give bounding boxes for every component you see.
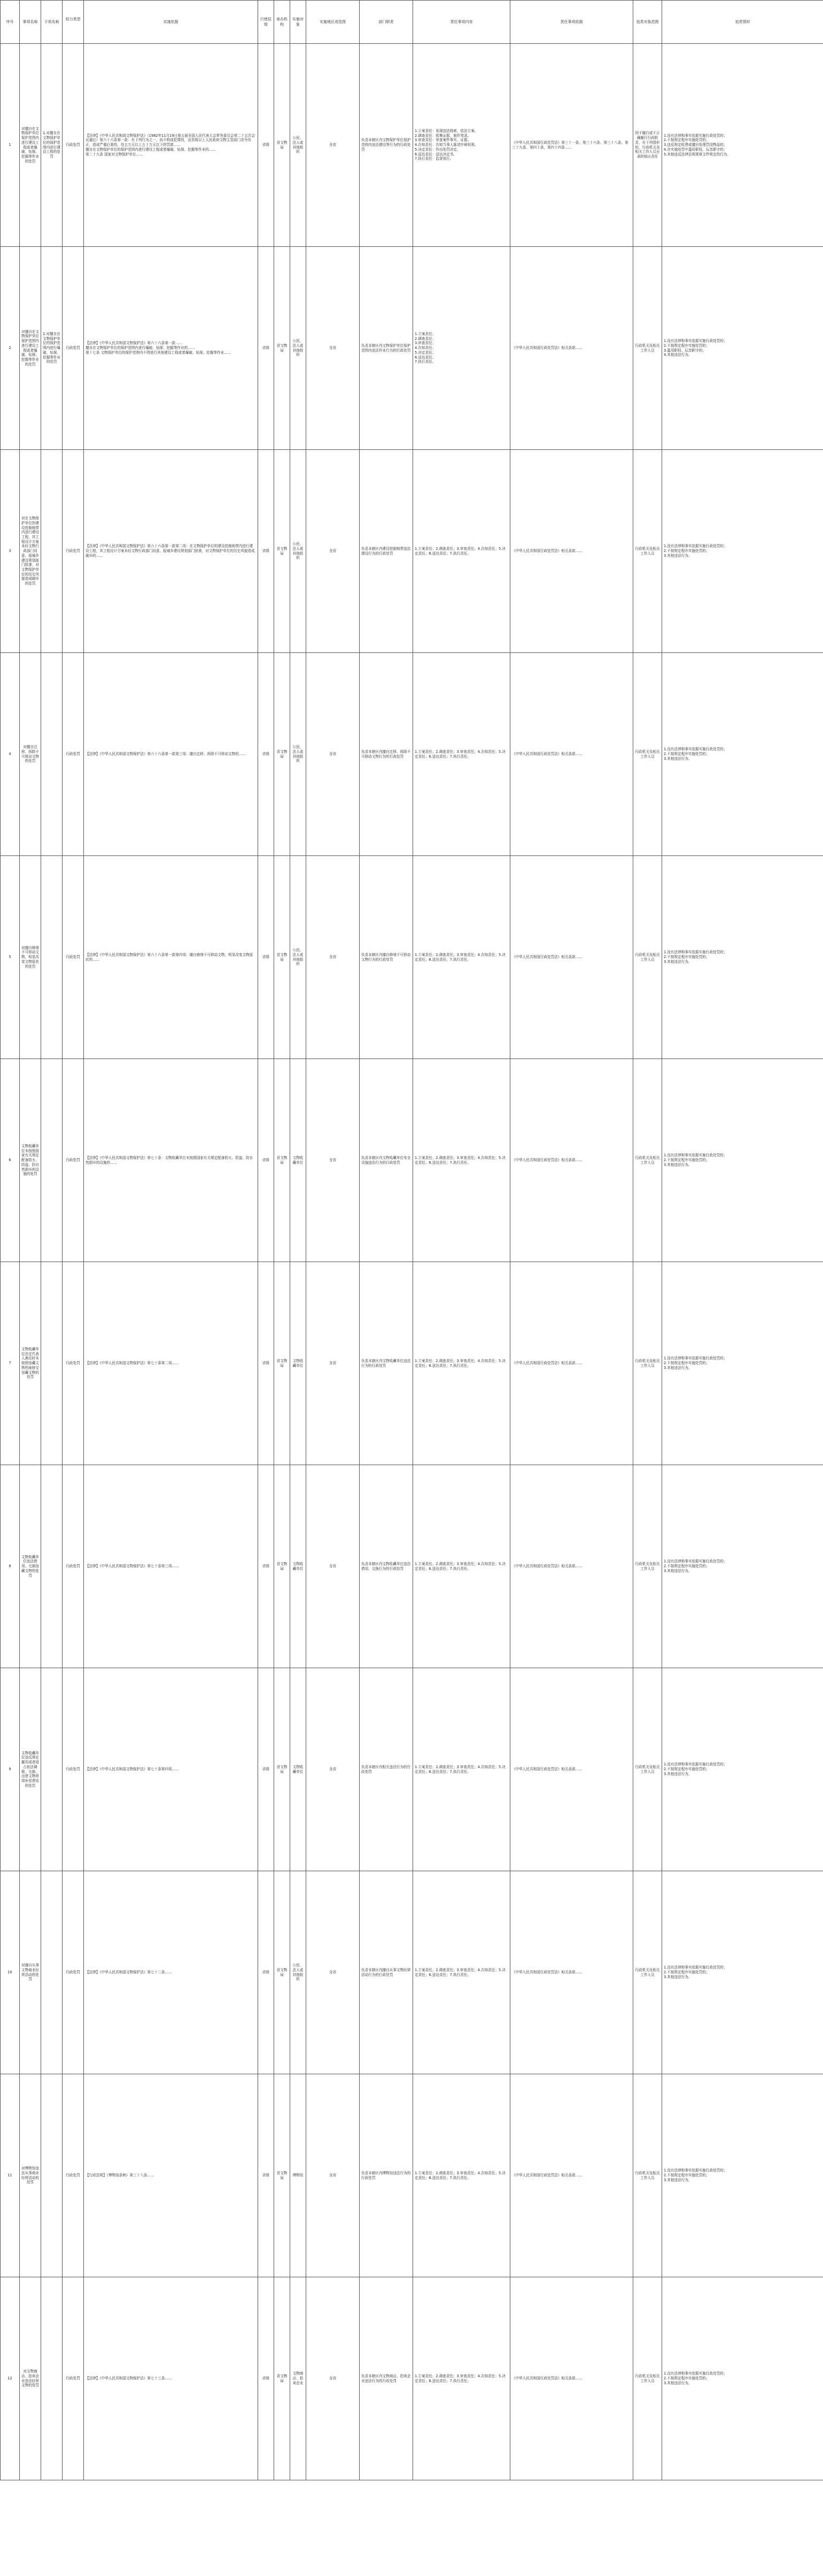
cell-scope: 全省 [306, 856, 360, 1059]
cell-scope: 全省 [306, 1871, 360, 2074]
cell-cases: 1.没有法律和事实依据实施行政处罚的； 2.不按规定程序实施处罚的； 3.其他违法行为。 [662, 653, 823, 856]
cell-duty: 负责本辖区内建设控制地带违法建设行为的行政处罚 [360, 450, 413, 653]
cell-content: 1.立案责任；2.调查责任；3.审查责任；4.告知责任；5.决定责任；6.送达责任；7.执行责任。 [413, 653, 510, 856]
cell-basis: 【法律】《中华人民共和国文物保护法》第七十条：文物收藏单位未按照国家有关规定配备防火、防盗、防自然损坏的设施的…… [84, 1059, 258, 1262]
cell-basis: 【法律】《中华人民共和国文物保护法》第七十二条…… [84, 1871, 258, 2074]
cell-org: 省文物局 [274, 247, 290, 450]
cell-basis: 【行政法规】《博物馆条例》第三十八条…… [84, 2074, 258, 2277]
cell-target: 行政机关及相关工作人员 [633, 1465, 662, 1668]
cell-content: 1.立案责任；2.调查责任；3.审查责任；4.告知责任；5.决定责任；6.送达责任；7.执行责任。 [413, 1465, 510, 1668]
cell-org: 省文物局 [274, 1465, 290, 1668]
col-header-basis: 实施依据 [84, 1, 258, 44]
table-body [1, 44, 823, 2480]
cell-ref: 《中华人民共和国行政处罚法》相关条款…… [510, 1059, 633, 1262]
table-row [1, 2277, 823, 2480]
table-row [1, 653, 823, 856]
cell-type: 行政处罚 [63, 2277, 84, 2480]
cell-name: 对擅自迁移、拆除不可移动文物的处罚 [20, 653, 41, 856]
cell-sub [41, 1668, 63, 1871]
cell-basis: 【法律】《中华人民共和国文物保护法》第六十六条第一款第四项：擅自修缮不可移动文物，明显改变文物原状的…… [84, 856, 258, 1059]
cell-object: 公民、法人或其他组织 [290, 856, 306, 1059]
cell-sub [41, 856, 63, 1059]
cell-sub [41, 1871, 63, 2074]
cell-duty: 负责本辖区内文物商店、拍卖企业违法行为的行政处罚 [360, 2277, 413, 2480]
cell-org: 省文物局 [274, 1262, 290, 1465]
cell-basis: 【法律】《中华人民共和国文物保护法》第七十条第四项…… [84, 1668, 258, 1871]
cell-object: 公民、法人或其他组织 [290, 1871, 306, 2074]
table-row [1, 44, 823, 247]
col-header-scope: 实施地区或范围 [306, 1, 360, 44]
cell-ref: 《中华人民共和国行政处罚法》相关条款…… [510, 450, 633, 653]
cell-name: 对文物商店、拍卖企业违法经营文物的处罚 [20, 2277, 41, 2480]
cell-scope: 全省 [306, 2277, 360, 2480]
table-row [1, 1262, 823, 1465]
cell-type: 行政处罚 [63, 450, 84, 653]
cell-target: 行政机关及相关工作人员 [633, 1059, 662, 1262]
col-header-type [63, 1, 84, 44]
cell-basis: 【法律】《中华人民共和国文物保护法》第七十条第三项…… [84, 1465, 258, 1668]
cell-target: 行政机关及相关工作人员 [633, 2277, 662, 2480]
cell-duty: 负责本辖区内文物保护单位保护范围内违法作业行为的行政处罚 [360, 247, 413, 450]
cell-sub [41, 1465, 63, 1668]
cell-org: 省文物局 [274, 44, 290, 247]
cell-level: 省级 [258, 450, 274, 653]
cell-cases: 1.没有法律和事实依据实施行政处罚的； 2.不按规定程序实施处罚的； 3.其他违法行为。 [662, 2277, 823, 2480]
cell-target: 行政机关及相关工作人员 [633, 653, 662, 856]
cell-scope: 全省 [306, 653, 360, 856]
cell-type: 行政处罚 [63, 1262, 84, 1465]
cell-scope: 全省 [306, 1262, 360, 1465]
cell-num: 3 [1, 450, 20, 653]
cell-content: 1.立案责任；2.调查责任；3.审查责任；4.告知责任；5.决定责任；6.送达责任；7.执行责任。 [413, 450, 510, 653]
table-row [1, 1465, 823, 1668]
cell-level: 省级 [258, 1871, 274, 2074]
cell-content: 1.立案责任；2.调查责任；3.审查责任；4.告知责任；5.决定责任；6.送达责任；7.执行责任。 [413, 2074, 510, 2277]
cell-org: 省文物局 [274, 1059, 290, 1262]
cell-content: 1.立案责任；2.调查责任；3.审查责任；4.告知责任；5.决定责任；6.送达责任；7.执行责任。 [413, 856, 510, 1059]
cell-ref: 《中华人民共和国行政处罚法》相关条款…… [510, 2074, 633, 2277]
cell-target: 行政机关及相关工作人员 [633, 450, 662, 653]
cell-content: 1.立案责任；2.调查责任；3.审查责任；4.告知责任；5.决定责任；6.送达责任；7.执行责任。 [413, 1871, 510, 2074]
cell-org: 省文物局 [274, 653, 290, 856]
cell-org: 省文物局 [274, 2074, 290, 2277]
cell-num: 2 [1, 247, 20, 450]
cell-ref: 《中华人民共和国行政处罚法》相关条款…… [510, 856, 633, 1059]
cell-duty: 负责本辖区内文物保护单位保护范围内违法建设等行为的行政处罚 [360, 44, 413, 247]
cell-object: 文物收藏单位 [290, 1059, 306, 1262]
cell-content: 1.立案责任；2.调查责任；3.审查责任；4.告知责任；5.决定责任；6.送达责任；7.执行责任。 [413, 1668, 510, 1871]
cell-duty: 负责本辖区内文物收藏单位安全设施违法行为的行政处罚 [360, 1059, 413, 1262]
cell-content: 1.立案责任；2.调查责任；3.审查责任；4.告知责任；5.决定责任；6.送达责任；7.执行责任。 [413, 1262, 510, 1465]
cell-duty: 负责本辖区内文物收藏单位违法借用、交换行为的行政处罚 [360, 1465, 413, 1668]
cell-content: 1.立案责任；2.调查责任；3.审查责任；4.告知责任；5.决定责任；6.送达责任；7.执行责任。 [413, 2277, 510, 2480]
cell-num: 6 [1, 1059, 20, 1262]
cell-name: 对擅自在文物保护单位保护范围内进行建设工程或者爆破、钻探、挖掘等作业的处罚 [20, 247, 41, 450]
cell-level: 省级 [258, 1059, 274, 1262]
cell-ref: 《中华人民共和国行政处罚法》相关条款…… [510, 653, 633, 856]
cell-scope: 全省 [306, 1465, 360, 1668]
cell-cases: 1.没有法律和事实依据实施行政处罚的； 2.不按规定程序实施处罚的； 3.滥用职权、玩忽职守的； 4.其他违法行为。 [662, 247, 823, 450]
cell-target: 行政机关及相关工作人员 [633, 247, 662, 450]
cell-target: 因不履行或不正确履行行政职责，有下列情形的，行政机关及相关工作人员应承担相应责任 [633, 44, 662, 247]
col-header-sub: 子项名称 [41, 1, 63, 44]
cell-duty: 负责本辖区内文物收藏单位违法行为的行政处罚 [360, 1262, 413, 1465]
table-row [1, 1871, 823, 2074]
cell-object: 文物收藏单位 [290, 1262, 306, 1465]
col-header-target: 追责对象范围 [633, 1, 662, 44]
header-row [1, 1, 823, 44]
cell-level: 省级 [258, 247, 274, 450]
cell-num: 10 [1, 1871, 20, 2074]
cell-level: 省级 [258, 44, 274, 247]
cell-duty: 负责本辖区内擅自从事文物经营活动行为的行政处罚 [360, 1871, 413, 2074]
cell-type: 行政处罚 [63, 1059, 84, 1262]
cell-num: 5 [1, 856, 20, 1059]
cell-basis: 【法律】《中华人民共和国文物保护法》第七十条第二项…… [84, 1262, 258, 1465]
col-header-level: 行使层级 [258, 1, 274, 44]
cell-name: 对擅自在文物保护单位保护范围内进行建设工程或者爆破、钻探、挖掘等作业的处罚 [20, 44, 41, 247]
cell-target: 行政机关及相关工作人员 [633, 1262, 662, 1465]
cell-num: 12 [1, 2277, 20, 2480]
cell-content: 1.立案责任；2.调查责任；3.审查责任；4.告知责任；5.决定责任；6.送达责任；7.执行责任。 [413, 1059, 510, 1262]
col-header-org: 承办机构 [274, 1, 290, 44]
cell-level: 省级 [258, 856, 274, 1059]
table-row [1, 450, 823, 653]
cell-ref: 《中华人民共和国行政处罚法》相关条款…… [510, 1871, 633, 2074]
cell-name: 文物收藏单位法定代表人离任时未按照馆藏文物档案移交馆藏文物的处罚 [20, 1262, 41, 1465]
cell-basis: 【法律】《中华人民共和国文物保护法》第六十六条第一款…… 擅自在文物保护单位的保护范围内进行爆破、钻探、挖掘等作业的…… 第十七条 文物保护单位的保护范围内不得进行其他建设工程或者爆破、钻探、挖掘等作业…… [84, 247, 258, 450]
cell-type: 行政处罚 [63, 1465, 84, 1668]
table-row [1, 1059, 823, 1262]
table-row [1, 247, 823, 450]
cell-num: 1 [1, 44, 20, 247]
cell-name: 对擅自从事文物商业经营活动的处罚 [20, 1871, 41, 2074]
cell-cases: 1.没有法律和事实依据实施行政处罚的； 2.不按规定程序实施处罚的； 3.其他违法行为。 [662, 1059, 823, 1262]
table-row [1, 2074, 823, 2277]
cell-sub: 1.对擅自在文物保护单位的保护范围内进行建设工程的处罚 [41, 44, 63, 247]
cell-sub [41, 1059, 63, 1262]
cell-object: 文物收藏单位 [290, 1668, 306, 1871]
cell-scope: 全省 [306, 450, 360, 653]
cell-org: 省文物局 [274, 2277, 290, 2480]
cell-name: 文物收藏单位违反规定挪用或者侵占依法调拨、交换、出借文物所得补偿费用的处罚 [20, 1668, 41, 1871]
cell-duty: 负责本辖区内相关违法行为的行政处罚 [360, 1668, 413, 1871]
col-header-object: 实施对象 [290, 1, 306, 44]
cell-ref: 《中华人民共和国行政处罚法》第三十一条、第三十六条、第三十八条、第三十九条、第四十条、第四十四条…… [510, 44, 633, 247]
cell-level: 省级 [258, 1668, 274, 1871]
col-header-num: 序号 [1, 1, 20, 44]
cell-cases: 1.没有法律和事实依据实施行政处罚的； 2.不按规定程序实施处罚的； 3.其他违法行为。 [662, 450, 823, 653]
cell-basis: 【法律】《中华人民共和国文物保护法》第六十六条第一款第二项：在文物保护单位的建设控制地带内进行建设工程，其工程设计方案未经文物行政部门同意、报城乡建设规划部门批准，对文物保护单位的历史风貌造成破坏的…… [84, 450, 258, 653]
cell-cases: 1.没有法律和事实依据实施行政处罚的； 2.不按规定程序实施处罚的； 3.其他违法行为。 [662, 2074, 823, 2277]
cell-sub: 2.对擅自在文物保护单位的保护范围内进行爆破、钻探、挖掘等作业的处罚 [41, 247, 63, 450]
cell-duty: 负责本辖区内擅自修缮不可移动文物行为的行政处罚 [360, 856, 413, 1059]
cell-object: 公民、法人或其他组织 [290, 247, 306, 450]
table-row [1, 1668, 823, 1871]
cell-cases: 1.没有法律和事实依据实施行政处罚的； 2.不按规定程序实施处罚的； 3.违反规定收费或擅自处理罚没物品的； 4.在实施处罚中滥用职权、玩忽职守的； 5.其他违反法律法规规章文件规定的行为。 [662, 44, 823, 247]
cell-name: 文物收藏单位未按照国家有关规定配备防火、防盗、防自然损坏的设施的处罚 [20, 1059, 41, 1262]
col-header-ref: 责任事项依据 [510, 1, 633, 44]
cell-scope: 全省 [306, 1059, 360, 1262]
cell-org: 省文物局 [274, 1871, 290, 2074]
cell-type: 行政处罚 [63, 44, 84, 247]
cell-type: 行政处罚 [63, 1871, 84, 2074]
cell-type: 行政处罚 [63, 653, 84, 856]
cell-name: 文物收藏单位违法借用、交换馆藏文物的处罚 [20, 1465, 41, 1668]
cell-basis: 【法律】《中华人民共和国文物保护法》第六十六条第一款第三项：擅自迁移、拆除不可移动文物的…… [84, 653, 258, 856]
cell-ref: 《中华人民共和国行政处罚法》相关条款…… [510, 2277, 633, 2480]
cell-name: 对在文物保护单位的建设控制地带内进行建设工程，其工程设计方案未经文物行政部门同意、报城乡建设规划部门批准，对文物保护单位的历史风貌造成破坏的处罚 [20, 450, 41, 653]
cell-org: 省文物局 [274, 450, 290, 653]
cell-target: 行政机关及相关工作人员 [633, 2074, 662, 2277]
col-header-cases: 追责情形 [662, 1, 823, 44]
cell-cases: 1.没有法律和事实依据实施行政处罚的； 2.不按规定程序实施处罚的； 3.其他违法行为。 [662, 1465, 823, 1668]
cell-content: 1.立案责任：发现违法线索，依法立案。 2.调查责任：收集证据，制作笔录。 3.审查责任：审查案件事实、证据。 4.告知责任：告知当事人陈述申辩权利。 5.决定责任：作出处罚决定。 6.送达责任：送达决定书。 7.执行责任：监督执行。 [413, 44, 510, 247]
cell-scope: 全省 [306, 44, 360, 247]
cell-num: 11 [1, 2074, 20, 2277]
cell-sub [41, 2074, 63, 2277]
cell-cases: 1.没有法律和事实依据实施行政处罚的； 2.不按规定程序实施处罚的； 3.其他违法行为。 [662, 1871, 823, 2074]
cell-cases: 1.没有法律和事实依据实施行政处罚的； 2.不按规定程序实施处罚的； 3.其他违法行为。 [662, 856, 823, 1059]
cell-name: 对擅自修缮不可移动文物，明显改变文物原状的处罚 [20, 856, 41, 1059]
cell-type: 行政处罚 [63, 1668, 84, 1871]
cell-duty: 负责本辖区内博物馆违法行为的行政处罚 [360, 2074, 413, 2277]
cell-target: 行政机关及相关工作人员 [633, 856, 662, 1059]
cell-num: 4 [1, 653, 20, 856]
cell-object: 公民、法人或其他组织 [290, 44, 306, 247]
col-header-content: 责任事项内容 [413, 1, 510, 44]
cell-sub [41, 1262, 63, 1465]
cell-cases: 1.没有法律和事实依据实施行政处罚的； 2.不按规定程序实施处罚的； 3.其他违法行为。 [662, 1262, 823, 1465]
cell-type: 行政处罚 [63, 2074, 84, 2277]
cell-type: 行政处罚 [63, 856, 84, 1059]
cell-ref: 《中华人民共和国行政处罚法》相关条款…… [510, 1465, 633, 1668]
cell-cases: 1.没有法律和事实依据实施行政处罚的； 2.不按规定程序实施处罚的； 3.其他违法行为。 [662, 1668, 823, 1871]
cell-name: 对博物馆违法从事商业经营活动的处罚 [20, 2074, 41, 2277]
cell-target: 行政机关及相关工作人员 [633, 1871, 662, 2074]
cell-basis: 【法律】《中华人民共和国文物保护法》（1982年11月19日第五届全国人民代表大会常务委员会第二十五次会议通过）第六十六条第一款：有下列行为之一，尚不构成犯罪的，由县级以上人民政府文物主管部门责令改正，造成严重后果的，处五万元以上五十万元以下的罚款…… 擅自在文物保护单位的保护范围内进行建设工程或者爆破、钻探、挖掘等作业的…… 第二十九条 国家对文物保护单位…… [84, 44, 258, 247]
cell-org: 省文物局 [274, 1668, 290, 1871]
cell-object: 文物收藏单位 [290, 1465, 306, 1668]
cell-object: 公民、法人或其他组织 [290, 450, 306, 653]
table-row [1, 856, 823, 1059]
cell-sub [41, 653, 63, 856]
cell-object: 公民、法人或其他组织 [290, 653, 306, 856]
col-header-duty: 部门职责 [360, 1, 413, 44]
cell-num: 8 [1, 1465, 20, 1668]
cell-type: 行政处罚 [63, 247, 84, 450]
cell-duty: 负责本辖区内擅自迁移、拆除不可移动文物行为的行政处罚 [360, 653, 413, 856]
cell-object: 博物馆 [290, 2074, 306, 2277]
col-header-type-label: 权力类型 [65, 17, 81, 21]
cell-num: 7 [1, 1262, 20, 1465]
cell-object: 文物商店、拍卖企业 [290, 2277, 306, 2480]
cell-org: 省文物局 [274, 856, 290, 1059]
cell-scope: 全省 [306, 1668, 360, 1871]
cell-sub [41, 2277, 63, 2480]
cell-num: 9 [1, 1668, 20, 1871]
cell-scope: 全省 [306, 2074, 360, 2277]
cell-ref: 《中华人民共和国行政处罚法》相关条款…… [510, 247, 633, 450]
cell-level: 省级 [258, 2277, 274, 2480]
cell-target: 行政机关及相关工作人员 [633, 1668, 662, 1871]
cell-scope: 全省 [306, 247, 360, 450]
cell-content: 1.立案责任； 2.调查责任； 3.审查责任； 4.告知责任； 5.决定责任； 6.送达责任； 7.执行责任。 [413, 247, 510, 450]
cell-sub [41, 450, 63, 653]
cell-basis: 【法律】《中华人民共和国文物保护法》第七十三条…… [84, 2277, 258, 2480]
cell-level: 省级 [258, 653, 274, 856]
cell-ref: 《中华人民共和国行政处罚法》相关条款…… [510, 1668, 633, 1871]
cell-ref: 《中华人民共和国行政处罚法》相关条款…… [510, 1262, 633, 1465]
col-header-name: 事项名称 [20, 1, 41, 44]
cell-level: 省级 [258, 1465, 274, 1668]
cell-level: 省级 [258, 1262, 274, 1465]
cell-level: 省级 [258, 2074, 274, 2277]
